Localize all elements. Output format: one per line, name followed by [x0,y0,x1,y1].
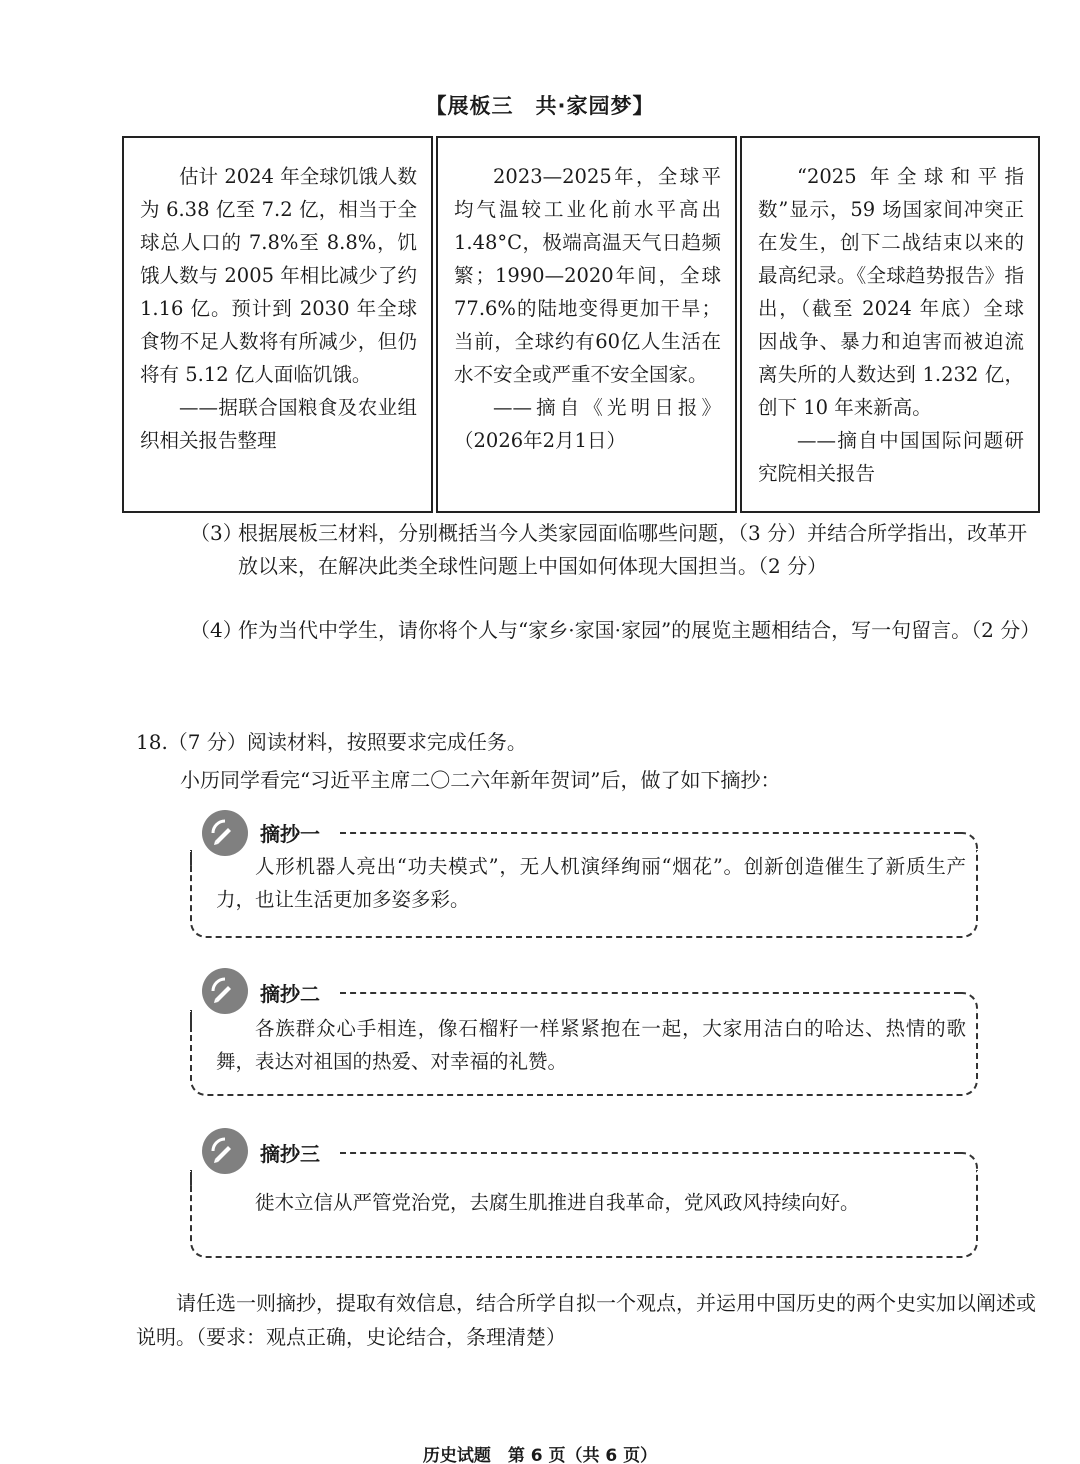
material-text: 2023—2025年，全球平均气温较工业化前水平高出1.48°C，极端高温天气日趋频繁；1990—2020年间，全球77.6%的陆地变得更加干旱；当前，全球约有60亿人生活在水不安全或严重不安全国家。 [454,165,721,386]
pen-badge-icon [202,1128,248,1174]
material-box-climate [436,136,737,513]
excerpt-text: 徙木立信从严管党治党，去腐生肌推进自我革命，党风政风持续向好。 [255,1191,860,1214]
question-number: （4） [190,618,243,642]
question-text: 根据展板三材料，分别概括当今人类家园面临哪些问题，（3 分）并结合所学指出，改革开放以来，在解决此类全球性问题上中国如何体现大国担当。（2 分） [238,521,1028,578]
material-text: “2025 年全球和平指数”显示，59 场国家间冲突正在发生，创下二战结束以来的最高纪录。《全球趋势报告》指出，（截至 2024 年底）全球因战争、暴力和迫害而被迫流离失所的人数达到 1.232 亿，创下 10 年来新高。 [758,165,1024,419]
material-box-peace [740,136,1040,513]
exhibit-board [122,136,1040,513]
question-18-intro: 小历同学看完“习近平主席二〇二六年新年贺词”后，做了如下摘抄： [180,768,781,792]
question-number: （3） [190,521,243,545]
excerpt-label: 摘抄一 [260,822,320,846]
question-18-heading: 18.（7 分）阅读材料，按照要求完成任务。 [136,730,527,754]
excerpt-3 [190,1128,978,1258]
excerpt-label: 摘抄三 [260,1142,320,1166]
material-box-hunger [122,136,433,513]
excerpt-text: 人形机器人亮出“功夫模式”，无人机演绎绚丽“烟花”。创新创造催生了新质生产力，也让生活更加多姿多彩。 [216,855,966,911]
task-instruction: 请任选一则摘抄，提取有效信息，结合所学自拟一个观点，并运用中国历史的两个史实加以阐述或说明。（要求：观点正确，史论结合，条理清楚） [136,1291,1036,1349]
panel-title: 【展板三 共·家园梦】 [425,94,655,118]
excerpt-2 [190,968,978,1096]
material-source: ——摘自《光明日报》（2026年2月1日） [454,396,721,452]
question-4 [190,614,1040,647]
material-source: ——摘自中国国际问题研究院相关报告 [758,429,1024,485]
question-3 [190,517,1040,583]
excerpt-text: 各族群众心手相连，像石榴籽一样紧紧抱在一起，大家用洁白的哈达、热情的歌舞，表达对祖国的热爱、对幸福的礼赞。 [216,1017,966,1073]
material-text: 估计 2024 年全球饥饿人数为 6.38 亿至 7.2 亿，相当于全球总人口的 7.8%至 8.8%，饥饿人数与 2005 年相比减少了约 1.16 亿。预计到 2030 年全球食物不足人数将有所减少，但仍将有 5.12 亿人面临饥饿。 [140,165,417,386]
pen-badge-icon [202,968,248,1014]
excerpt-label: 摘抄二 [260,982,320,1006]
excerpt-1 [190,808,978,938]
question-text: 作为当代中学生，请你将个人与“家乡·家国·家园”的展览主题相结合，写一句留言。（2 分） [238,618,1041,642]
material-source: ——据联合国粮食及农业组织相关报告整理 [140,396,417,452]
page-footer: 历史试题 第 6 页（共 6 页） [422,1446,658,1464]
